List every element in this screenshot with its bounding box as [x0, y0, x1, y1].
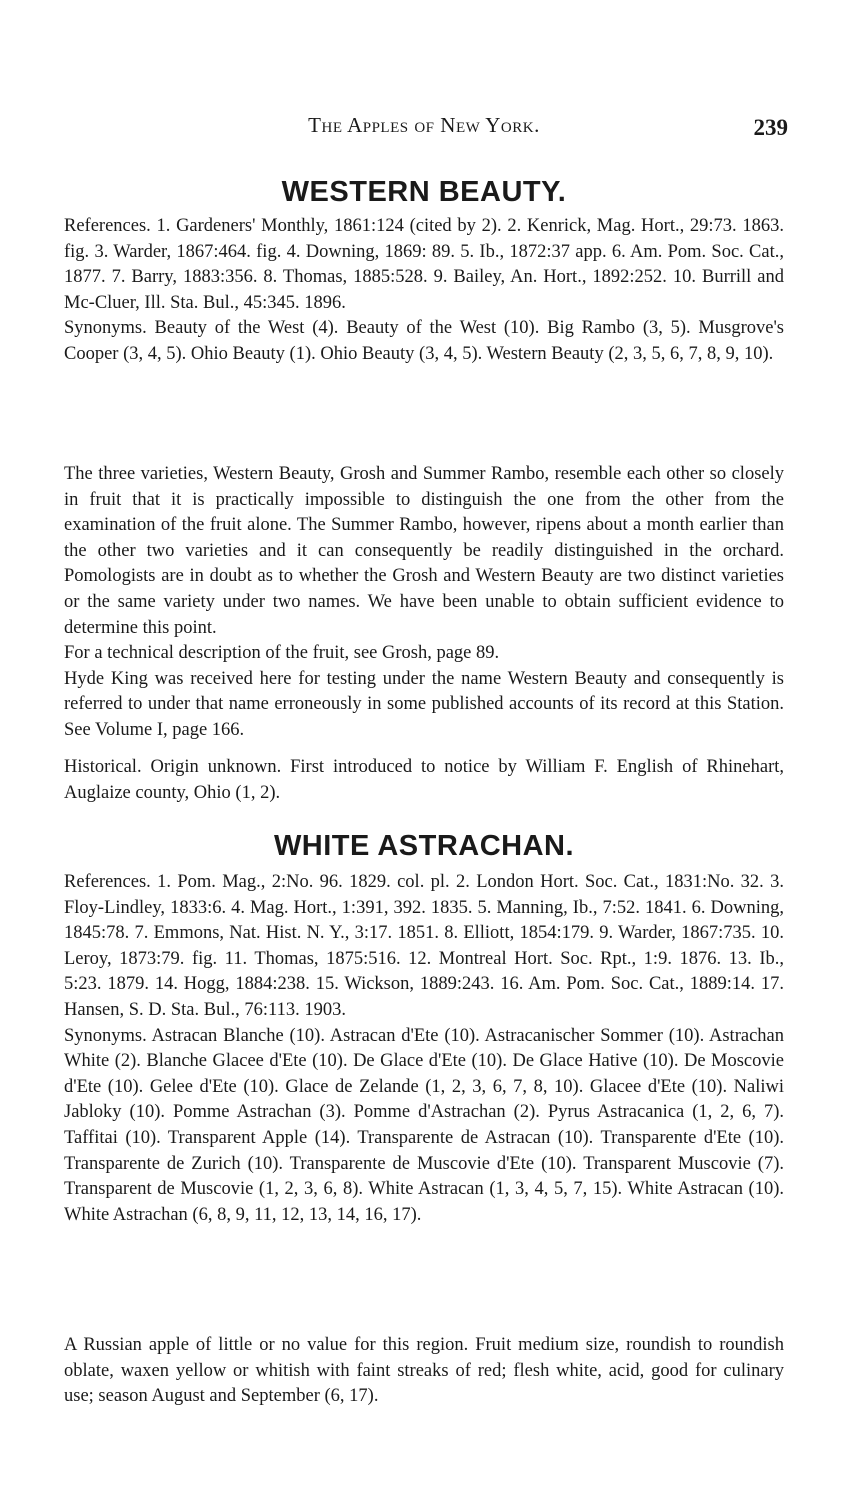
section-title-western-beauty: WESTERN BEAUTY. [281, 176, 567, 208]
section-title-white-astrachan: WHITE ASTRACHAN. [273, 830, 575, 862]
western-beauty-references: References. 1. Gardeners' Monthly, 1861:124 (cited by 2). 2. Kenrick, Mag. Hort., 29:73. 1863. fig. 3. Warder, 1867:464. fig. 4. Downing, 1869: 89. 5. Ib., 1872:37 app. 6. Am. Pom. Soc. Cat., 1877. 7. Barry, 1883:356. 8. Thomas, 1885:528. 9. Bailey, An. Hort., 1892:252. 10. Burrill and Mc-Cluer, Ill. Sta. Bul., 45:345. 1896. [64, 216, 784, 313]
western-beauty-references-block [64, 214, 784, 368]
white-astrachan-references: References. 1. Pom. Mag., 2:No. 96. 1829. col. pl. 2. London Hort. Soc. Cat., 1831:No. 32. 3. Floy-Lindley, 1833:6. 4. Mag. Hort., 1:391, 392. 1835. 5. Manning, Ib., 7:52. 1841. 6. Downing, 1845:78. 7. Emmons, Nat. Hist. N. Y., 3:17. 1851. 8. Elliott, 1854:179. 9. Warder, 1867:735. 10. Leroy, 1873:79. fig. 11. Thomas, 1875:516. 12. Montreal Hort. Soc. Rpt., 1:9. 1876. 13. Ib., 5:23. 1879. 14. Hogg, 1884:238. 15. Wickson, 1889:243. 16. Am. Pom. Soc. Cat., 1889:14. 17. Hansen, S. D. Sta. Bul., 76:113. 1903. [64, 872, 784, 1020]
white-astrachan-paragraph: A Russian apple of little or no value for this region. Fruit medium size, roundish to roundish oblate, waxen yellow or whitish with faint streaks of red; flesh white, acid, good for culinary use; season August and September (6, 17). [64, 1335, 784, 1407]
western-beauty-body [64, 462, 784, 744]
western-beauty-paragraph: Hyde King was received here for testing under the name Western Beauty and consequently is referred to under that name erroneously in some published accounts of its record at this Station. See Volume I, page 166. [64, 668, 784, 740]
running-head [60, 113, 788, 143]
western-beauty-paragraph: For a technical description of the fruit, see Grosh, page 89. [64, 643, 500, 664]
white-astrachan-references-block [64, 870, 784, 1228]
western-beauty-synonyms: Synonyms. Beauty of the West (4). Beauty of the West (10). Big Rambo (3, 5). Musgrove's Cooper (3, 4, 5). Ohio Beauty (1). Ohio Beauty (3, 4, 5). Western Beauty (2, 3, 5, 6, 7, 8, 9, 10). [64, 318, 784, 364]
running-title: The Apples of New York. [308, 113, 540, 137]
white-astrachan-synonyms: Synonyms. Astracan Blanche (10). Astracan d'Ete (10). Astracanischer Sommer (10). Astrachan White (2). Blanche Glacee d'Ete (10). De Glace d'Ete (10). De Glace Hative (10). De Moscovie d'Ete (10). Gelee d'Ete (10). Glace de Zelande (1, 2, 3, 6, 7, 8, 10). Glacee d'Ete (10). Naliwi Jabloky (10). Pomme Astrachan (3). Pomme d'Astrachan (2). Pyrus Astracanica (1, 2, 6, 7). Taffitai (10). Transparent Apple (14). Transparente de Astracan (10). Transparente d'Ete (10). Transparente de Zurich (10). Transparente de Muscovie d'Ete (10). Transparent Muscovie (7). Transparent de Muscovie (1, 2, 3, 6, 8). White Astracan (1, 3, 4, 5, 7, 15). White Astracan (10). White Astrachan (6, 8, 9, 11, 12, 13, 14, 16, 17). [64, 1025, 784, 1225]
western-beauty-historical: Historical. Origin unknown. First introduced to notice by William F. English of Rhinehart, Auglaize county, Ohio (1, 2). [64, 757, 784, 803]
western-beauty-historical-block [64, 755, 784, 806]
western-beauty-paragraph: The three varieties, Western Beauty, Grosh and Summer Rambo, resemble each other so closely in fruit that it is practically impossible to distinguish the one from the other from the examination of the fruit alone. The Summer Rambo, however, ripens about a month earlier than the other two varieties and it can consequently be readily distinguished in the orchard. Pomologists are in doubt as to whether the Grosh and Western Beauty are two distinct varieties or the same variety under two names. We have been unable to obtain sufficient evidence to determine this point. [64, 464, 784, 638]
white-astrachan-body [64, 1333, 784, 1410]
page-number: 239 [753, 115, 788, 140]
